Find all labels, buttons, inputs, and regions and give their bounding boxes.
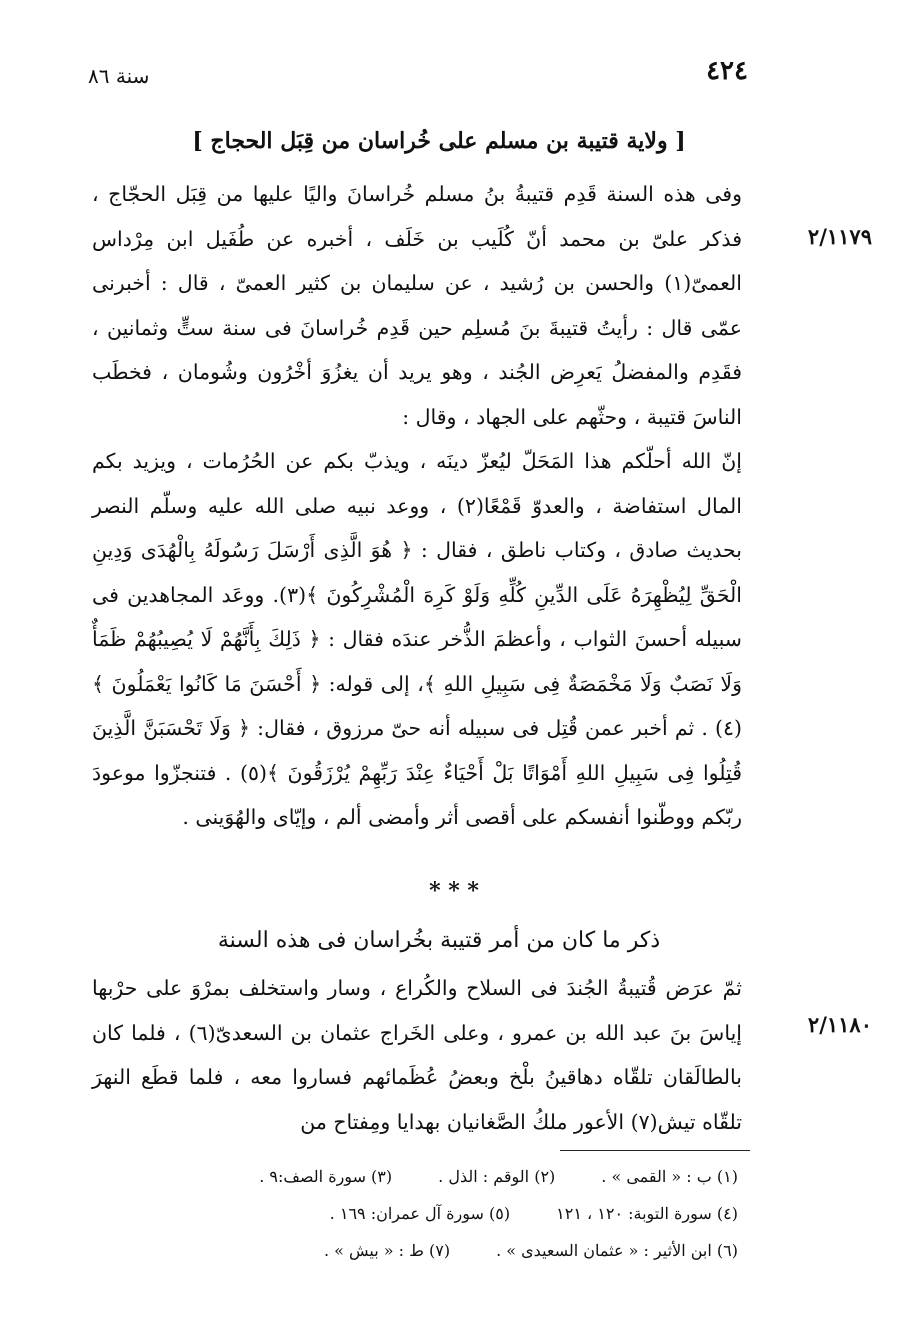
section1-body <box>92 172 742 840</box>
margin-reference-1179: ٢/١١٧٩ <box>807 224 872 249</box>
section2-body <box>92 966 742 1144</box>
page-number: ٤٢٤ <box>706 56 748 86</box>
footnotes <box>90 1158 738 1269</box>
footnote-7: (٧) ط : « بيش » . <box>323 1241 451 1260</box>
footnote-divider <box>560 1150 750 1151</box>
footnote-1: (١) ب : « القمى » . <box>601 1167 738 1186</box>
footnote-6: (٦) ابن الأثير : « عثمان السعيدى » . <box>496 1241 738 1260</box>
footnote-4: (٤) سورة التوبة: ١٢٠ ، ١٢١ <box>556 1204 738 1223</box>
paragraph-speech: إنّ الله أحلّكم هذا المَحَلّ ليُعزّ دينَه ، ويذبّ بكم عن الحُرُمات ، ويزيد بكم المال استفاضة ، والعدوّ قَمْعًا(٢) ، ووعد نبيه صلى الله عليه وسلّم النصر بحديث صادق ، وكتاب ناطق ، فقال : ﴿ هُوَ الَّذِى أَرْسَلَ رَسُولَهُ بِالْهُدَى وَدِينِ الْحَقِّ لِيُظْهِرَهُ عَلَى الدِّينِ كُلِّهِ وَلَوْ كَرِهَ الْمُشْرِكُونَ ﴾(٣). ووعَد المجاهدين فى سبيله أحسنَ الثواب ، وأعظمَ الذُّخر عندَه فقال : ﴿ ذَلِكَ بِأَنَّهُمْ لَا يُصِيبُهُمْ ظَمَأٌ وَلَا نَصَبٌ وَلَا مَخْمَصَةٌ فِى سَبِيلِ اللهِ ﴾، إلى قوله: ﴿ أَحْسَنَ مَا كَانُوا يَعْمَلُونَ ﴾(٤) . ثم أخبر عمن قُتِل فى سبيله أنه حىّ مرزوق ، فقال: ﴿ وَلَا تَحْسَبَنَّ الَّذِينَ قُتِلُوا فِى سَبِيلِ اللهِ أَمْوَاتًا بَلْ أَحْيَاءٌ عِنْدَ رَبِّهِمْ يُرْزَقُونَ ﴾(٥) . فتنجزّوا موعودَ ربّكم ووطّنوا أنفسكم على أقصى أثر وأمضى ألم ، وإيّاى والهُوَينى . <box>92 449 742 829</box>
paragraph-arrival: وفى هذه السنة قَدِم قتيبةُ بنُ مسلم خُراسانَ واليًا عليها من قِبَل الحجّاج ، فذكر علىّ بن محمد أنّ كُلَيب بن خَلَف ، أخبره عن طُفَيل ابن مِرْداس العمىّ(١) والحسن بن رُشيد ، عن سليمان بن كثير العمىّ ، قال : أخبرنى عمّى قال : رأيتُ قتيبةَ بنَ مُسلِم حين قَدِم خُراسانَ فى سنة ستٍّ وثمانين ، فقَدِم والمفضلُ يَعرِض الجُند ، وهو يريد أن يغزُوَ أخْرُون وشُومان ، فخطَب الناسَ قتيبة ، وحثّهم على الجهاد ، وقال : <box>92 182 742 429</box>
footnote-2: (٢) الوقم : الذل . <box>438 1167 556 1186</box>
footnote-row <box>90 1195 738 1232</box>
footnote-5: (٥) سورة آل عمران: ١٦٩ . <box>329 1204 511 1223</box>
section-heading-khurasan: ذكر ما كان من أمر قتيبة بخُراسان فى هذه السنة <box>217 928 661 953</box>
section-heading-governorship: [ ولاية قتيبة بن مسلم على خُراسان من قِبَل الحجاج ] <box>192 128 686 154</box>
footnote-row <box>90 1158 738 1195</box>
footnote-3: (٣) سورة الصف:٩ . <box>259 1167 393 1186</box>
margin-reference-1180: ٢/١١٨٠ <box>807 1012 872 1037</box>
footnote-row <box>90 1232 738 1269</box>
year-label: سنة ٨٦ <box>88 64 150 88</box>
paragraph-review: ثمّ عرَض قُتيبةُ الجُندَ فى السلاح والكُراع ، وسار واستخلف بمرْوَ على حرْبها إياسَ بنَ عبد الله بن عمرو ، وعلى الخَراج عثمان بن السعدىّ(٦) ، فلما كان بالطالَقان تلقّاه دهاقينُ بلْخ وبعضُ عُظَمائهم فساروا معه ، فلما قطَع النهرَ تلقّاه تيش(٧) الأعور ملكُ الصَّغانيان بهدايا ومِفتاح من <box>92 976 742 1134</box>
section-separator: * * * <box>429 878 479 904</box>
page-header <box>80 56 748 96</box>
